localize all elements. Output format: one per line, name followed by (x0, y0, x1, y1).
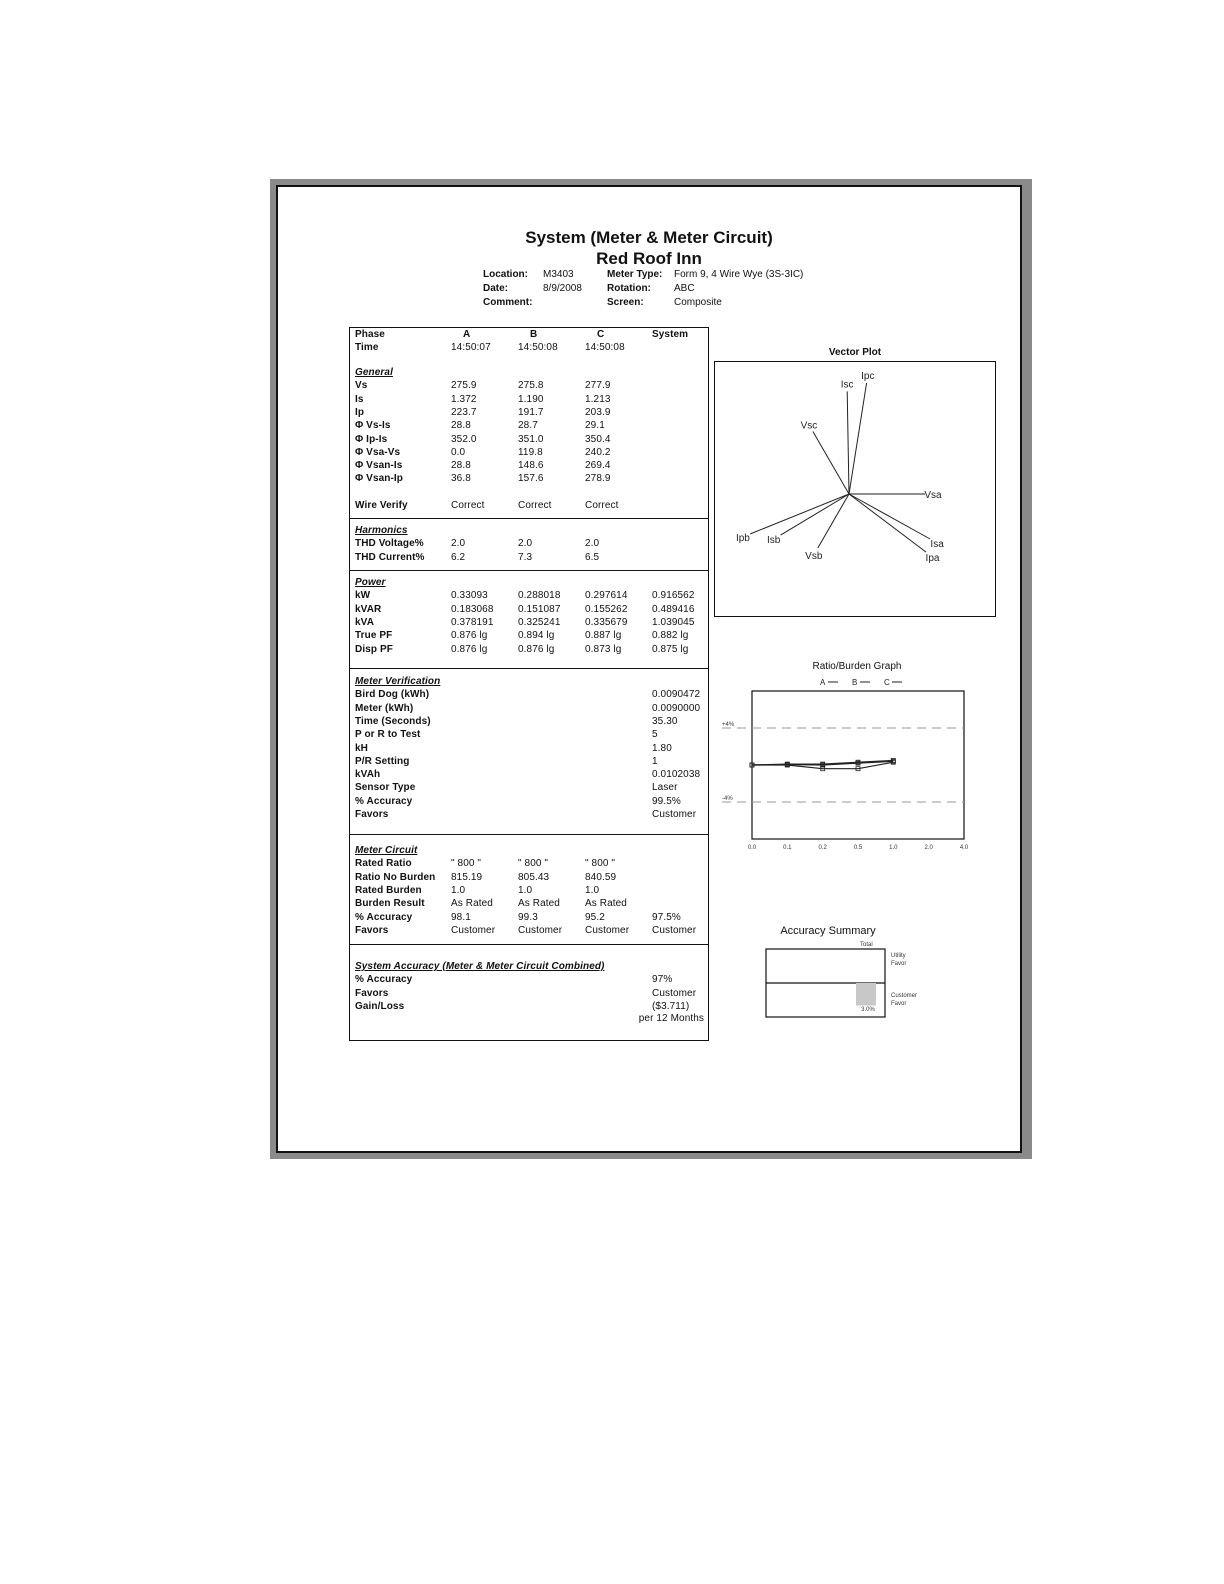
per-period-label: per 12 Months (638, 1013, 704, 1025)
x-tick-label: 0.5 (853, 845, 863, 851)
column-header: B (530, 329, 538, 340)
cell-value: Correct (451, 499, 485, 511)
section-heading: Meter Verification (355, 676, 441, 687)
cell-value: 0.875 lg (652, 643, 689, 655)
cell-value: 0.33093 (451, 590, 488, 602)
vector-plot-box (714, 361, 996, 617)
cell-value: 805.43 (518, 871, 550, 883)
cell-value: 95.2 (585, 911, 605, 923)
cell-value: 97% (652, 974, 673, 986)
column-header: C (597, 329, 605, 340)
report-page (276, 185, 1022, 1153)
cell-value: 0.887 lg (585, 630, 622, 642)
time-value: 14:50:07 (451, 342, 491, 353)
section-divider (350, 668, 708, 669)
cell-value: Customer (652, 924, 697, 936)
cell-value: Customer (652, 809, 697, 820)
cell-value: 0.335679 (585, 616, 628, 628)
screen-value: Composite (674, 297, 722, 308)
row-label: Time (Seconds) (355, 715, 431, 727)
cell-value: 0.0102038 (652, 769, 701, 781)
vector-vsc (813, 432, 849, 495)
row-label: Meter (kWh) (355, 702, 414, 714)
row-label: Rated Ratio (355, 858, 412, 870)
row-label: THD Voltage% (355, 538, 424, 550)
accuracy-bar (856, 983, 876, 1005)
cell-value: 1.372 (451, 393, 477, 405)
row-label: Is (355, 393, 364, 405)
row-label: Favors (355, 809, 389, 820)
date-value: 8/9/2008 (543, 283, 582, 294)
section-heading: System Accuracy (Meter & Meter Circuit Combined) (355, 961, 605, 972)
section-heading: Meter Circuit (355, 845, 418, 856)
cell-value: 1.039045 (652, 616, 695, 628)
time-label: Time (355, 342, 379, 353)
vector-label: Isb (767, 535, 781, 547)
report-subtitle: Red Roof Inn (596, 249, 702, 268)
row-label: Burden Result (355, 898, 425, 910)
cell-value: 99.3 (518, 911, 538, 923)
cell-value: 1.0 (585, 884, 600, 896)
cell-value: 0.916562 (652, 590, 695, 602)
time-value: 14:50:08 (585, 342, 625, 353)
section-divider (350, 944, 708, 945)
screen-label: Screen: (607, 297, 644, 308)
vector-label: Isa (930, 538, 944, 550)
cell-value: 0.876 lg (451, 630, 488, 642)
cell-value: 28.8 (451, 420, 471, 432)
column-header: System (652, 329, 689, 340)
x-tick-label: 2.0 (924, 845, 933, 851)
cell-value: As Rated (585, 898, 627, 910)
cell-value: 0.873 lg (585, 643, 622, 655)
cell-value: 99.5% (652, 795, 681, 807)
vector-isa (849, 494, 930, 539)
vector-isb (781, 494, 849, 535)
cell-value: 0.876 lg (451, 643, 488, 655)
cell-value: 28.7 (518, 420, 538, 432)
vector-plot (715, 362, 995, 616)
customer-favor-label: Customer (891, 993, 918, 999)
cell-value: 97.5% (652, 911, 681, 923)
cell-value: 0.894 lg (518, 630, 555, 642)
row-label: kVAR (355, 603, 382, 615)
vector-label: Vsc (800, 420, 818, 432)
row-label: kH (355, 742, 368, 754)
row-label: Φ Vsa-Vs (355, 446, 401, 458)
row-label: True PF (355, 630, 393, 642)
cell-value: 352.0 (451, 433, 477, 445)
page-frame (270, 179, 1032, 1159)
row-label: Favors (355, 987, 389, 999)
cell-value: 1.190 (518, 393, 544, 405)
rotation-label: Rotation: (607, 283, 651, 294)
cell-value: 6.2 (451, 551, 466, 563)
row-label: Favors (355, 924, 389, 936)
cell-value: 0.882 lg (652, 630, 689, 642)
section-heading: General (355, 367, 393, 378)
cell-value: 0.489416 (652, 603, 695, 615)
cell-value: 0.876 lg (518, 643, 555, 655)
x-tick-label: 0.1 (783, 845, 792, 851)
row-label: P or R to Test (355, 729, 421, 741)
measurement-table (349, 327, 709, 1041)
vector-label: Vsb (805, 550, 823, 562)
vector-ipc (849, 383, 867, 494)
cell-value: 351.0 (518, 433, 544, 445)
legend-label: C (884, 678, 890, 687)
cell-value: 223.7 (451, 406, 477, 418)
row-label: P/R Setting (355, 755, 410, 767)
cell-value: 0.151087 (518, 603, 561, 615)
x-tick-label: 4.0 (959, 845, 969, 851)
vector-label: Vsa (924, 490, 942, 501)
cell-value: Laser (652, 782, 678, 794)
cell-value: 1.0 (518, 884, 533, 896)
cell-value: 275.9 (451, 380, 477, 392)
cell-value: 191.7 (518, 406, 544, 418)
rotation-value: ABC (674, 283, 695, 294)
row-label: Disp PF (355, 643, 393, 655)
vector-vsb (818, 494, 849, 548)
row-label: kVA (355, 616, 375, 628)
row-label: kW (355, 590, 371, 602)
section-divider (350, 834, 708, 835)
row-label: % Accuracy (355, 911, 413, 923)
bar-value-label: 3.0% (861, 1007, 875, 1013)
cell-value: 0.0 (451, 446, 466, 458)
row-label: Vs (355, 380, 368, 392)
legend-label: B (852, 678, 858, 687)
cell-value: 7.3 (518, 551, 533, 563)
section-divider (350, 518, 708, 519)
cell-value: 148.6 (518, 460, 544, 472)
section-heading: Power (355, 577, 386, 588)
vector-label: Ipc (861, 371, 875, 382)
y-tick-label: +4% (722, 722, 735, 728)
cell-value: Customer (652, 987, 697, 999)
cell-value: 98.1 (451, 911, 471, 923)
cell-value: 275.8 (518, 380, 544, 392)
y-tick-label: -4% (722, 796, 733, 802)
vector-label: Ipb (735, 532, 750, 544)
cell-value: " 800 " (451, 858, 482, 870)
cell-value: 269.4 (585, 460, 611, 472)
cell-value: As Rated (518, 898, 560, 910)
cell-value: 2.0 (585, 538, 600, 550)
row-label: Wire Verify (355, 499, 408, 511)
row-label: Ratio No Burden (355, 871, 436, 883)
cell-value: ($3.711) (652, 1000, 690, 1012)
report-title: System (Meter & Meter Circuit) (525, 228, 773, 247)
legend-label: A (820, 678, 826, 687)
cell-value: 0.183068 (451, 603, 494, 615)
cell-value: 840.59 (585, 871, 617, 883)
meter-type-value: Form 9, 4 Wire Wye (3S-3IC) (674, 269, 804, 280)
customer-favor-label: Favor (891, 1001, 907, 1007)
column-header: A (463, 329, 471, 340)
cell-value: 278.9 (585, 473, 611, 485)
ratio-burden-graph (714, 675, 984, 857)
time-value: 14:50:08 (518, 342, 558, 353)
cell-value: 1 (652, 755, 658, 767)
vector-ipb (750, 494, 849, 534)
location-value: M3403 (543, 269, 574, 280)
row-label: Φ Vsan-Ip (355, 473, 404, 485)
meter-type-label: Meter Type: (607, 269, 663, 280)
cell-value: 36.8 (451, 473, 471, 485)
row-label: Bird Dog (kWh) (355, 689, 430, 701)
section-divider (350, 570, 708, 571)
cell-value: 0.0090472 (652, 689, 701, 701)
row-label: THD Current% (355, 551, 425, 563)
vector-plot-title: Vector Plot (828, 347, 882, 358)
row-label: % Accuracy (355, 974, 413, 986)
cell-value: 0.288018 (518, 590, 561, 602)
cell-value: 1.0 (451, 884, 466, 896)
location-label: Location: (483, 269, 528, 280)
cell-value: " 800 " (585, 858, 616, 870)
cell-value: 29.1 (585, 420, 605, 432)
x-tick-label: 0.2 (818, 845, 827, 851)
x-tick-label: 0.0 (747, 845, 757, 851)
cell-value: 28.8 (451, 460, 471, 472)
vector-isc (847, 391, 849, 494)
cell-value: As Rated (451, 898, 493, 910)
cell-value: 0.0090000 (652, 702, 701, 714)
row-label: Rated Burden (355, 884, 422, 896)
cell-value: Correct (585, 499, 619, 511)
cell-value: 119.8 (518, 446, 543, 458)
ratio-graph-title: Ratio/Burden Graph (812, 661, 902, 672)
x-tick-label: 1.0 (889, 845, 898, 851)
cell-value: 1.213 (585, 393, 611, 405)
cell-value: 1.80 (652, 742, 672, 754)
cell-value: 815.19 (451, 871, 483, 883)
cell-value: 2.0 (451, 538, 466, 550)
cell-value: 35.30 (652, 715, 678, 727)
cell-value: " 800 " (518, 858, 549, 870)
cell-value: Customer (518, 924, 563, 936)
date-label: Date: (483, 283, 509, 294)
cell-value: 157.6 (518, 473, 544, 485)
cell-value: Customer (585, 924, 630, 936)
row-label: Ip (355, 406, 365, 418)
row-label: kVAh (355, 769, 381, 781)
cell-value: 0.155262 (585, 603, 628, 615)
cell-value: 0.325241 (518, 616, 561, 628)
row-label: Gain/Loss (355, 1000, 405, 1012)
category-label: Total (860, 942, 873, 948)
cell-value: 5 (652, 729, 658, 741)
section-heading: Harmonics (355, 525, 408, 536)
cell-value: Correct (518, 499, 552, 511)
row-label: % Accuracy (355, 795, 413, 807)
vector-label: Ipa (925, 552, 940, 564)
utility-favor-label: Utility (891, 953, 906, 959)
row-label: Sensor Type (355, 782, 416, 794)
row-label: Φ Vsan-Is (355, 460, 403, 472)
row-label: Φ Ip-Is (355, 433, 388, 445)
accuracy-summary-title: Accuracy Summary (780, 925, 876, 937)
cell-value: 203.9 (585, 406, 611, 418)
cell-value: 240.2 (585, 446, 611, 458)
cell-value: Customer (451, 924, 496, 936)
cell-value: 277.9 (585, 380, 611, 392)
cell-value: 2.0 (518, 538, 533, 550)
utility-favor-label: Favor (891, 961, 907, 967)
cell-value: 0.378191 (451, 616, 494, 628)
cell-value: 6.5 (585, 551, 600, 563)
vector-label: Isc (840, 379, 854, 391)
vector-ipa (849, 494, 926, 552)
accuracy-summary-chart (748, 937, 938, 1027)
column-header: Phase (355, 329, 385, 340)
cell-value: 350.4 (585, 433, 611, 445)
comment-label: Comment: (483, 297, 533, 308)
cell-value: 0.297614 (585, 590, 628, 602)
row-label: Φ Vs-Is (355, 420, 391, 432)
